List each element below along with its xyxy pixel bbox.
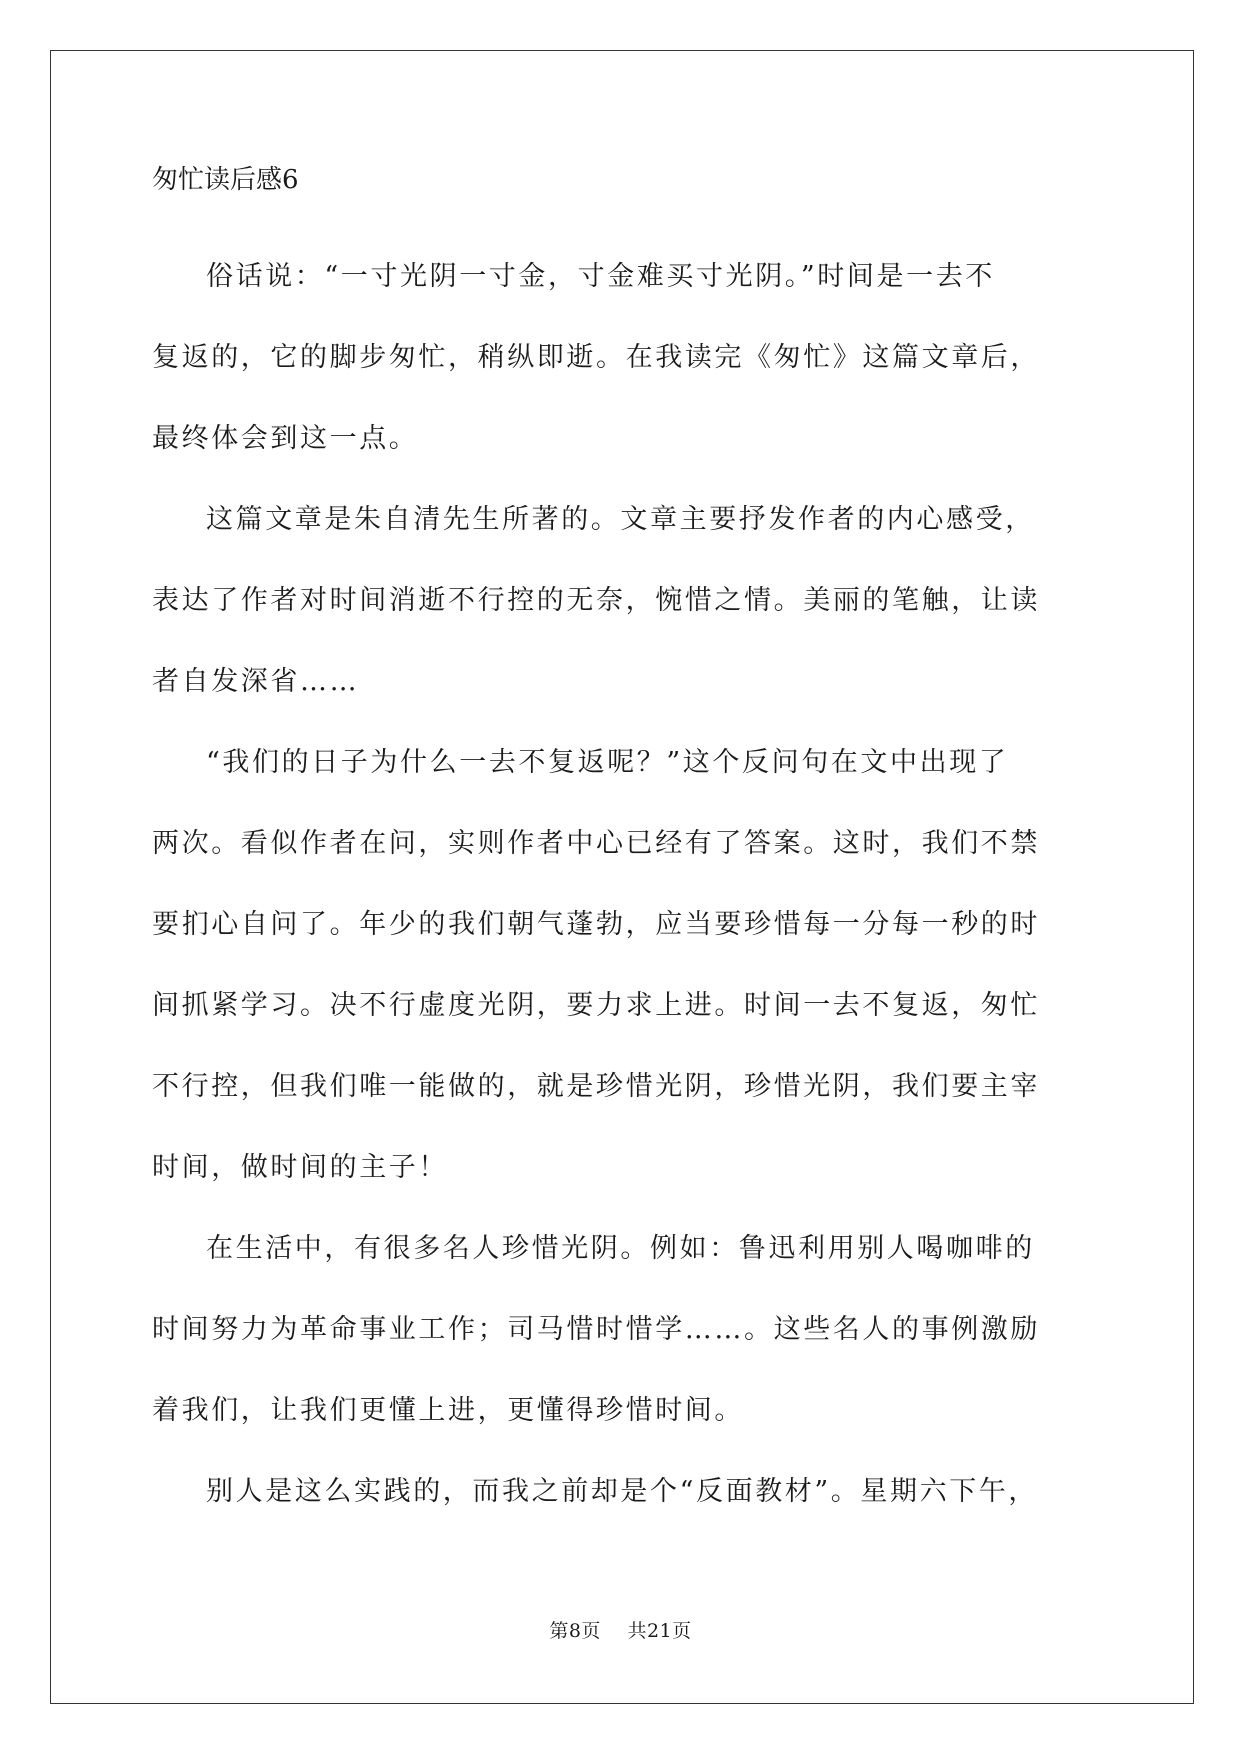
paragraph-line: 者自发深省…… [152,666,360,697]
paragraph-1 [152,236,1090,479]
paragraph-line: 时间，做时间的主子！ [152,1152,448,1183]
paragraph-2 [152,479,1090,722]
paragraph-line: 俗话说：“一寸光阴一寸金，寸金难买寸光阴。”时间是一去不 [206,261,995,292]
document-title: 匆忙读后感6 [152,165,299,195]
page-total: 共21页 [627,1620,692,1642]
paragraph-5 [152,1451,1090,1532]
paragraph-line: 复返的，它的脚步匆忙，稍纵即逝。在我读完《匆忙》这篇文章后， [152,342,1040,373]
paragraph-line: 时间努力为革命事业工作；司马惜时惜学……。这些名人的事例激励 [152,1314,1040,1345]
paragraph-line: 不行控，但我们唯一能做的，就是珍惜光阴，珍惜光阴，我们要主宰 [152,1071,1040,1102]
paragraph-line: “我们的日子为什么一去不复返呢？”这个反问句在文中出现了 [206,747,1009,778]
page-number: 第8页 [549,1620,601,1642]
paragraph-line: 别人是这么实践的，而我之前却是个“反面教材”。星期六下午， [206,1476,1039,1507]
paragraph-line: 要扪心自问了。年少的我们朝气蓬勃，应当要珍惜每一分每一秒的时 [152,909,1040,940]
document-body [152,160,1090,1532]
paragraph-line: 在生活中，有很多名人珍惜光阴。例如：鲁迅利用别人喝咖啡的 [206,1233,1035,1264]
page-footer [0,1616,1241,1643]
paragraph-line: 表达了作者对时间消逝不行控的无奈，惋惜之情。美丽的笔触，让读 [152,585,1040,616]
paragraph-3 [152,722,1090,1208]
paragraph-4 [152,1208,1090,1451]
paragraph-line: 着我们，让我们更懂上进，更懂得珍惜时间。 [152,1395,744,1426]
paragraph-line: 这篇文章是朱自清先生所著的。文章主要抒发作者的内心感受， [206,504,1035,535]
paragraph-line: 最终体会到这一点。 [152,423,419,454]
paragraph-line: 两次。看似作者在问，实则作者中心已经有了答案。这时，我们不禁 [152,828,1040,859]
paragraph-line: 间抓紧学习。决不行虚度光阴，要力求上进。时间一去不复返，匆忙 [152,990,1040,1021]
